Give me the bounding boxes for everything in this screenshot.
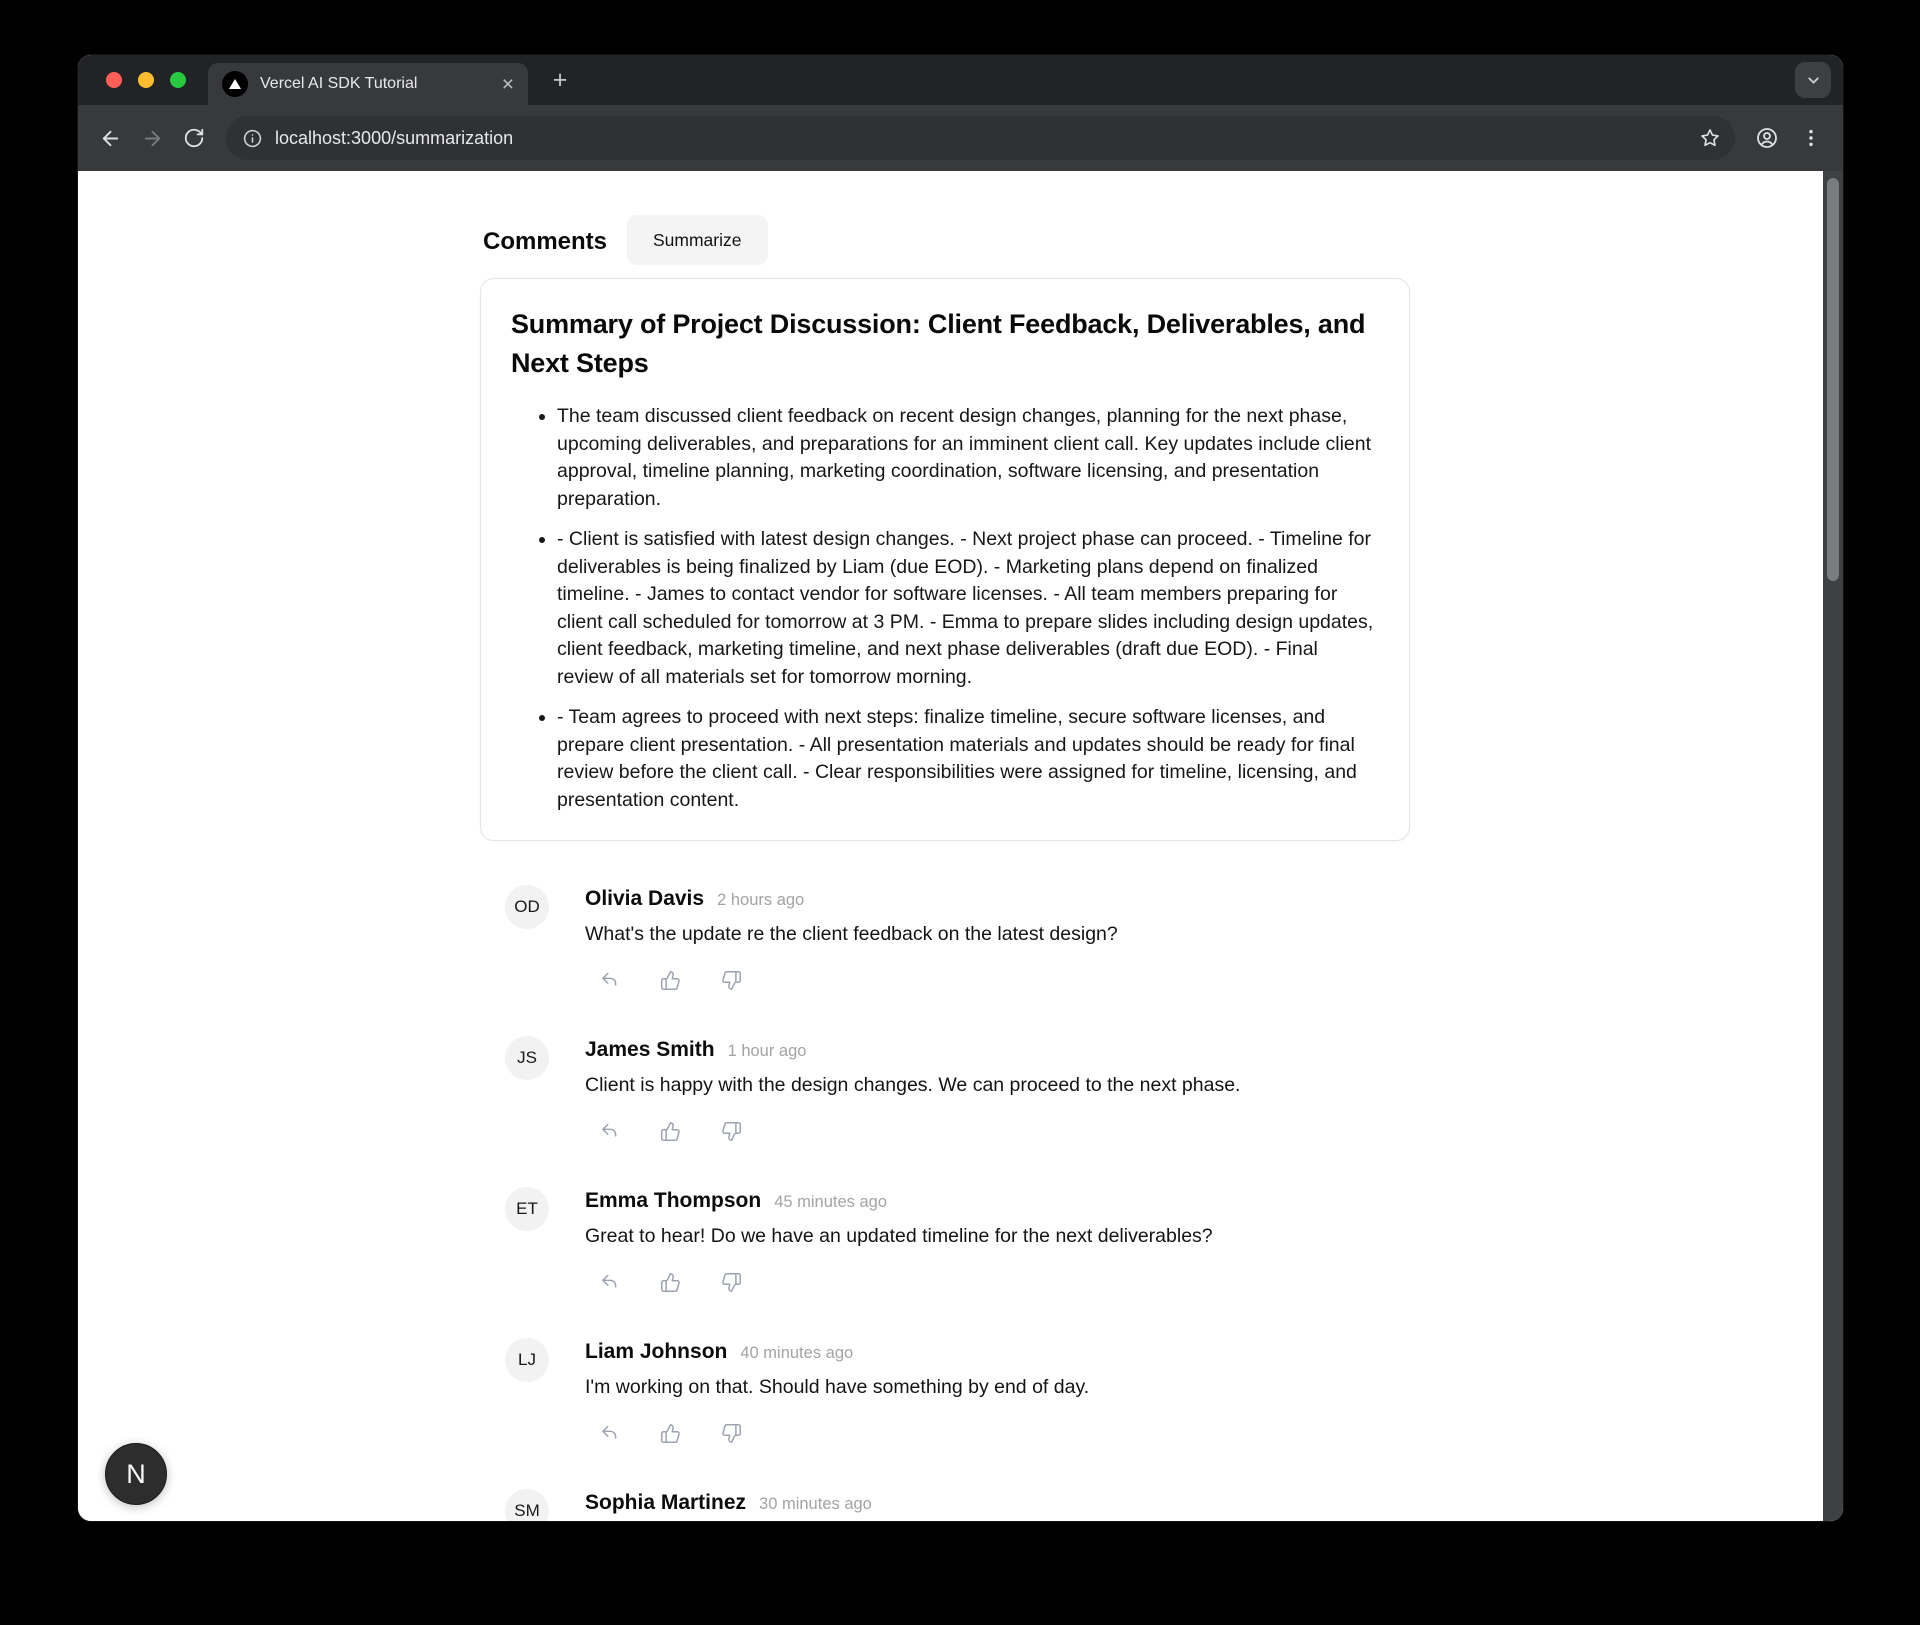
address-bar[interactable] [226,116,1735,160]
summary-bullets [511,403,1375,814]
url-text[interactable]: localhost:3000/summarization [275,127,514,148]
comment-header [585,887,1385,911]
comment-actions [585,1121,1385,1143]
reload-button[interactable] [176,120,212,156]
comment-actions [585,1423,1385,1445]
comment-header [585,1189,1385,1213]
forward-arrow-icon [141,127,164,150]
thumbs-up-button[interactable] [660,1423,682,1445]
comment [505,1036,1385,1143]
back-button[interactable] [92,120,128,156]
comment-actions [585,1272,1385,1294]
reply-icon [599,1121,620,1143]
profile-button[interactable] [1749,120,1785,156]
vercel-favicon-icon [222,71,248,97]
comment-body [585,1187,1385,1294]
comment-body [585,885,1385,992]
thumbs-down-button[interactable] [721,1423,743,1445]
comment-actions [585,970,1385,992]
summary-bullet: • - Client is satisfied with latest design changes. - Next project phase can proceed. - Timeline for deliverables is being finalized by Liam (due EOD). - Marketing plans depend on finalized timeline. - James to contact vendor for software licenses. - All team members preparing for client call scheduled for tomorrow at 3 PM. - Emma to prepare slides including design updates, client feedback, marketing timeline, and next phase deliverables (draft due EOD). - Final review of all materials set for tomorrow morning. [557,526,1375,691]
thumbs-down-button[interactable] [721,1272,743,1294]
reply-icon [599,1272,620,1294]
kebab-menu-icon [1800,127,1822,149]
back-arrow-icon [99,127,122,150]
comment [505,1187,1385,1294]
toolbar-right [1749,120,1829,156]
zoom-window-button[interactable] [170,72,186,88]
thumbs-up-icon [660,1121,681,1143]
comment-timestamp: 2 hours ago [717,891,805,909]
minimize-window-button[interactable] [138,72,154,88]
comment-body [585,1338,1385,1445]
thumbs-up-icon [660,970,681,992]
avatar: SM [505,1489,549,1521]
page-title: Comments [483,228,608,255]
page-content [78,171,1843,1521]
tab-title: Vercel AI SDK Tutorial [260,75,418,92]
avatar: OD [505,885,549,929]
reload-icon [183,127,205,149]
avatar: JS [505,1036,549,1080]
tab-close-button[interactable]: × [501,72,514,96]
reply-icon [599,1423,620,1445]
comment-timestamp: 30 minutes ago [759,1495,872,1513]
reply-button[interactable] [599,970,621,992]
comment-header [585,1038,1385,1062]
summary-card [480,278,1410,841]
browser-window [78,55,1843,1521]
close-window-button[interactable] [106,72,122,88]
browser-toolbar [78,105,1843,171]
comment-header [585,1491,1385,1515]
tab-bar [78,55,1843,105]
summary-title: Summary of Project Discussion: Client Feedback, Deliverables, and Next Steps [511,309,1366,378]
browser-tab[interactable] [208,63,528,105]
summary-bullet: • - Team agrees to proceed with next steps: finalize timeline, secure software licenses, and prepare client presentation. - All presentation materials and updates should be ready for final review before the client call. - Clear responsibilities were assigned for timeline, licensing, and presentation content. [557,704,1375,814]
avatar: ET [505,1187,549,1231]
comment-header [585,1340,1385,1364]
window-chevron-button[interactable] [1795,62,1831,98]
comment-timestamp: 1 hour ago [727,1042,807,1060]
comment-body [585,1036,1385,1143]
comment-timestamp: 45 minutes ago [774,1193,888,1211]
scrollbar-track[interactable] [1823,171,1843,1521]
comments-list [505,885,1385,1521]
site-info-icon[interactable] [242,128,263,149]
comment-timestamp: 40 minutes ago [740,1344,854,1362]
thumbs-down-button[interactable] [721,1121,743,1143]
thumbs-down-icon [721,1121,742,1143]
bookmark-star-button[interactable] [1699,127,1721,149]
comment-text: I'm working on that. Should have something by end of day. [585,1376,1090,1398]
comment-author: Emma Thompson [585,1189,762,1212]
comment-author: Liam Johnson [585,1340,728,1363]
reply-button[interactable] [599,1423,621,1445]
thumbs-down-icon [721,1272,742,1294]
comment-text: Great to hear! Do we have an updated timeline for the next deliverables? [585,1225,1213,1247]
comment-author: Olivia Davis [585,887,705,910]
comment-text: What's the update re the client feedback on the latest design? [585,923,1118,945]
thumbs-up-icon [660,1423,681,1445]
chevron-down-icon [1805,72,1822,89]
window-controls [106,72,186,88]
comment [505,885,1385,992]
comment [505,1338,1385,1445]
summary-bullet: • The team discussed client feedback on recent design changes, planning for the next phase, upcoming deliverables, and preparations for an imminent client call. Key updates include client approval, timeline planning, marketing coordination, software licensing, and presentation preparation. [557,403,1375,513]
scrollbar-thumb[interactable] [1827,178,1839,581]
thumbs-down-button[interactable] [721,970,743,992]
comment-body [585,1489,1385,1521]
thumbs-down-icon [721,1423,742,1445]
nextjs-dev-badge[interactable]: N [105,1443,167,1505]
forward-button[interactable] [134,120,170,156]
reply-icon [599,970,620,992]
avatar: LJ [505,1338,549,1382]
thumbs-up-button[interactable] [660,1121,682,1143]
comment-author: Sophia Martinez [585,1491,747,1514]
thumbs-up-button[interactable] [660,970,682,992]
thumbs-up-button[interactable] [660,1272,682,1294]
thumbs-up-icon [660,1272,681,1294]
thumbs-down-icon [721,970,742,992]
comment-text: Client is happy with the design changes. We can proceed to the next phase. [585,1074,1241,1096]
star-icon [1699,127,1721,149]
new-tab-button[interactable]: + [546,66,574,94]
browser-menu-button[interactable] [1793,120,1829,156]
summarize-button[interactable]: Summarize [627,215,768,265]
reply-button[interactable] [599,1121,621,1143]
comment [505,1489,1385,1521]
reply-button[interactable] [599,1272,621,1294]
profile-icon [1755,126,1779,150]
comment-author: James Smith [585,1038,715,1061]
